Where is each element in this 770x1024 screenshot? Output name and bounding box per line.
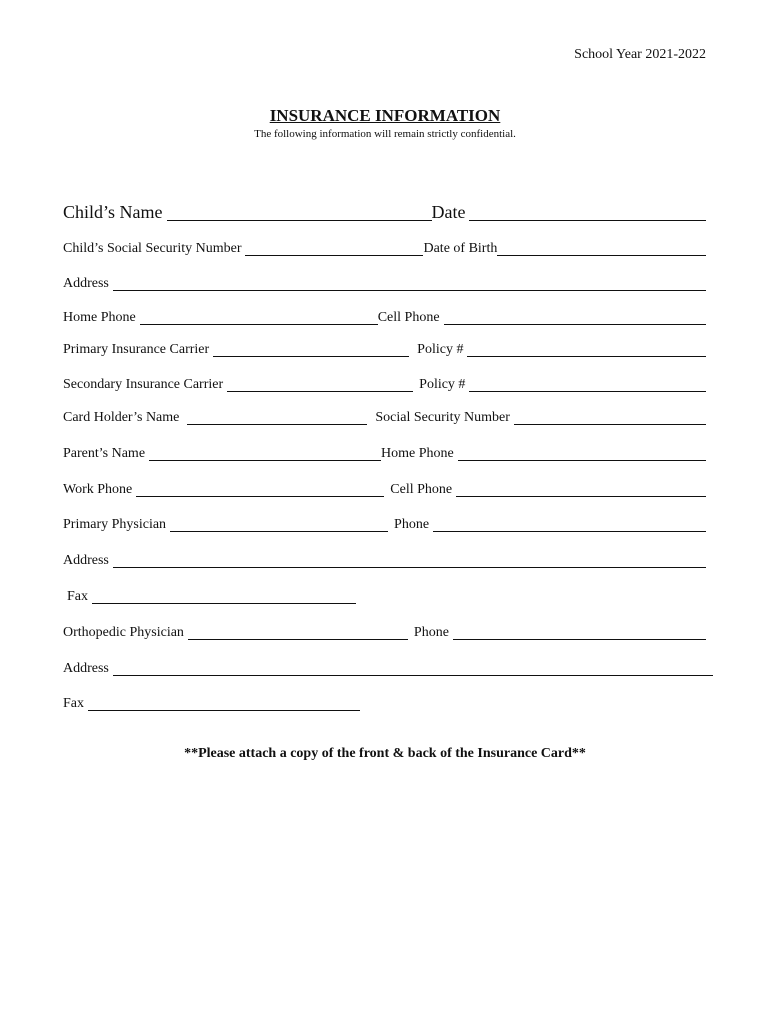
orthopedic-address-field[interactable] (113, 674, 713, 676)
row-orthopedic-address (63, 656, 713, 678)
phone-label-2: Phone (413, 625, 449, 640)
policy-label-2: Policy # (419, 377, 466, 392)
date-of-birth-label: Date of Birth (423, 241, 498, 256)
home-phone-label: Home Phone (63, 310, 136, 325)
school-year: School Year 2021-2022 (574, 47, 706, 62)
date-field[interactable] (469, 219, 706, 221)
parents-name-label: Parent’s Name (63, 446, 146, 461)
home-phone-field-2[interactable] (458, 459, 706, 461)
orthopedic-fax-field[interactable] (88, 709, 360, 711)
row-work-phone (63, 477, 706, 499)
childs-ssn-label: Child’s Social Security Number (63, 241, 242, 256)
childs-name-field[interactable] (167, 219, 432, 221)
primary-carrier-field[interactable] (213, 355, 409, 357)
page-title: INSURANCE INFORMATION (269, 106, 501, 125)
physician-fax-label: Fax (67, 589, 88, 604)
row-card-holder (63, 405, 706, 427)
row-address (63, 271, 706, 293)
home-phone-field[interactable] (140, 323, 378, 325)
secondary-carrier-label: Secondary Insurance Carrier (63, 377, 224, 392)
primary-physician-label: Primary Physician (63, 517, 167, 532)
card-holder-field[interactable] (187, 423, 367, 425)
cell-phone-label: Cell Phone (377, 310, 440, 325)
policy-field-2[interactable] (469, 390, 706, 392)
primary-carrier-label: Primary Insurance Carrier (63, 342, 210, 357)
row-primary-physician (63, 512, 706, 534)
cell-phone-label-2: Cell Phone (390, 482, 453, 497)
home-phone-label-2: Home Phone (381, 446, 454, 461)
physician-fax-field[interactable] (92, 602, 356, 604)
childs-name-label: Child’s Name (63, 202, 163, 222)
secondary-carrier-field[interactable] (227, 390, 413, 392)
ssn-label: Social Security Number (375, 410, 510, 425)
attach-card-note: **Please attach a copy of the front & back of the Insurance Card** (184, 746, 586, 761)
address-label: Address (63, 276, 109, 291)
row-secondary-carrier (63, 372, 706, 394)
row-primary-carrier (63, 337, 706, 359)
row-orthopedic-fax (63, 691, 706, 713)
phone-field-1[interactable] (433, 530, 706, 532)
physician-address-label: Address (63, 553, 109, 568)
policy-field-1[interactable] (467, 355, 706, 357)
cell-phone-field[interactable] (444, 323, 706, 325)
policy-label-1: Policy # (417, 342, 464, 357)
physician-address-field[interactable] (113, 566, 706, 568)
row-childs-name (63, 197, 706, 223)
orthopedic-address-label: Address (63, 661, 109, 676)
row-childs-ssn (63, 236, 706, 258)
row-orthopedic-physician (63, 620, 706, 642)
orthopedic-physician-label: Orthopedic Physician (63, 625, 184, 640)
row-physician-address (63, 548, 706, 570)
orthopedic-fax-label: Fax (63, 696, 84, 711)
work-phone-field[interactable] (136, 495, 384, 497)
orthopedic-physician-field[interactable] (188, 638, 408, 640)
date-label: Date (431, 202, 466, 222)
row-physician-fax (67, 584, 706, 606)
cell-phone-field-2[interactable] (456, 495, 706, 497)
phone-field-2[interactable] (453, 638, 706, 640)
primary-physician-field[interactable] (170, 530, 388, 532)
work-phone-label: Work Phone (63, 482, 133, 497)
phone-label-1: Phone (394, 517, 430, 532)
row-parents-name (63, 441, 706, 463)
row-home-phone (63, 305, 706, 327)
childs-ssn-field[interactable] (245, 254, 423, 256)
ssn-field[interactable] (514, 423, 706, 425)
confidentiality-note: The following information will remain strictly confidential. (254, 128, 516, 140)
date-of-birth-field[interactable] (497, 254, 706, 256)
card-holder-label: Card Holder’s Name (63, 410, 180, 425)
address-field[interactable] (113, 289, 706, 291)
parents-name-field[interactable] (149, 459, 381, 461)
